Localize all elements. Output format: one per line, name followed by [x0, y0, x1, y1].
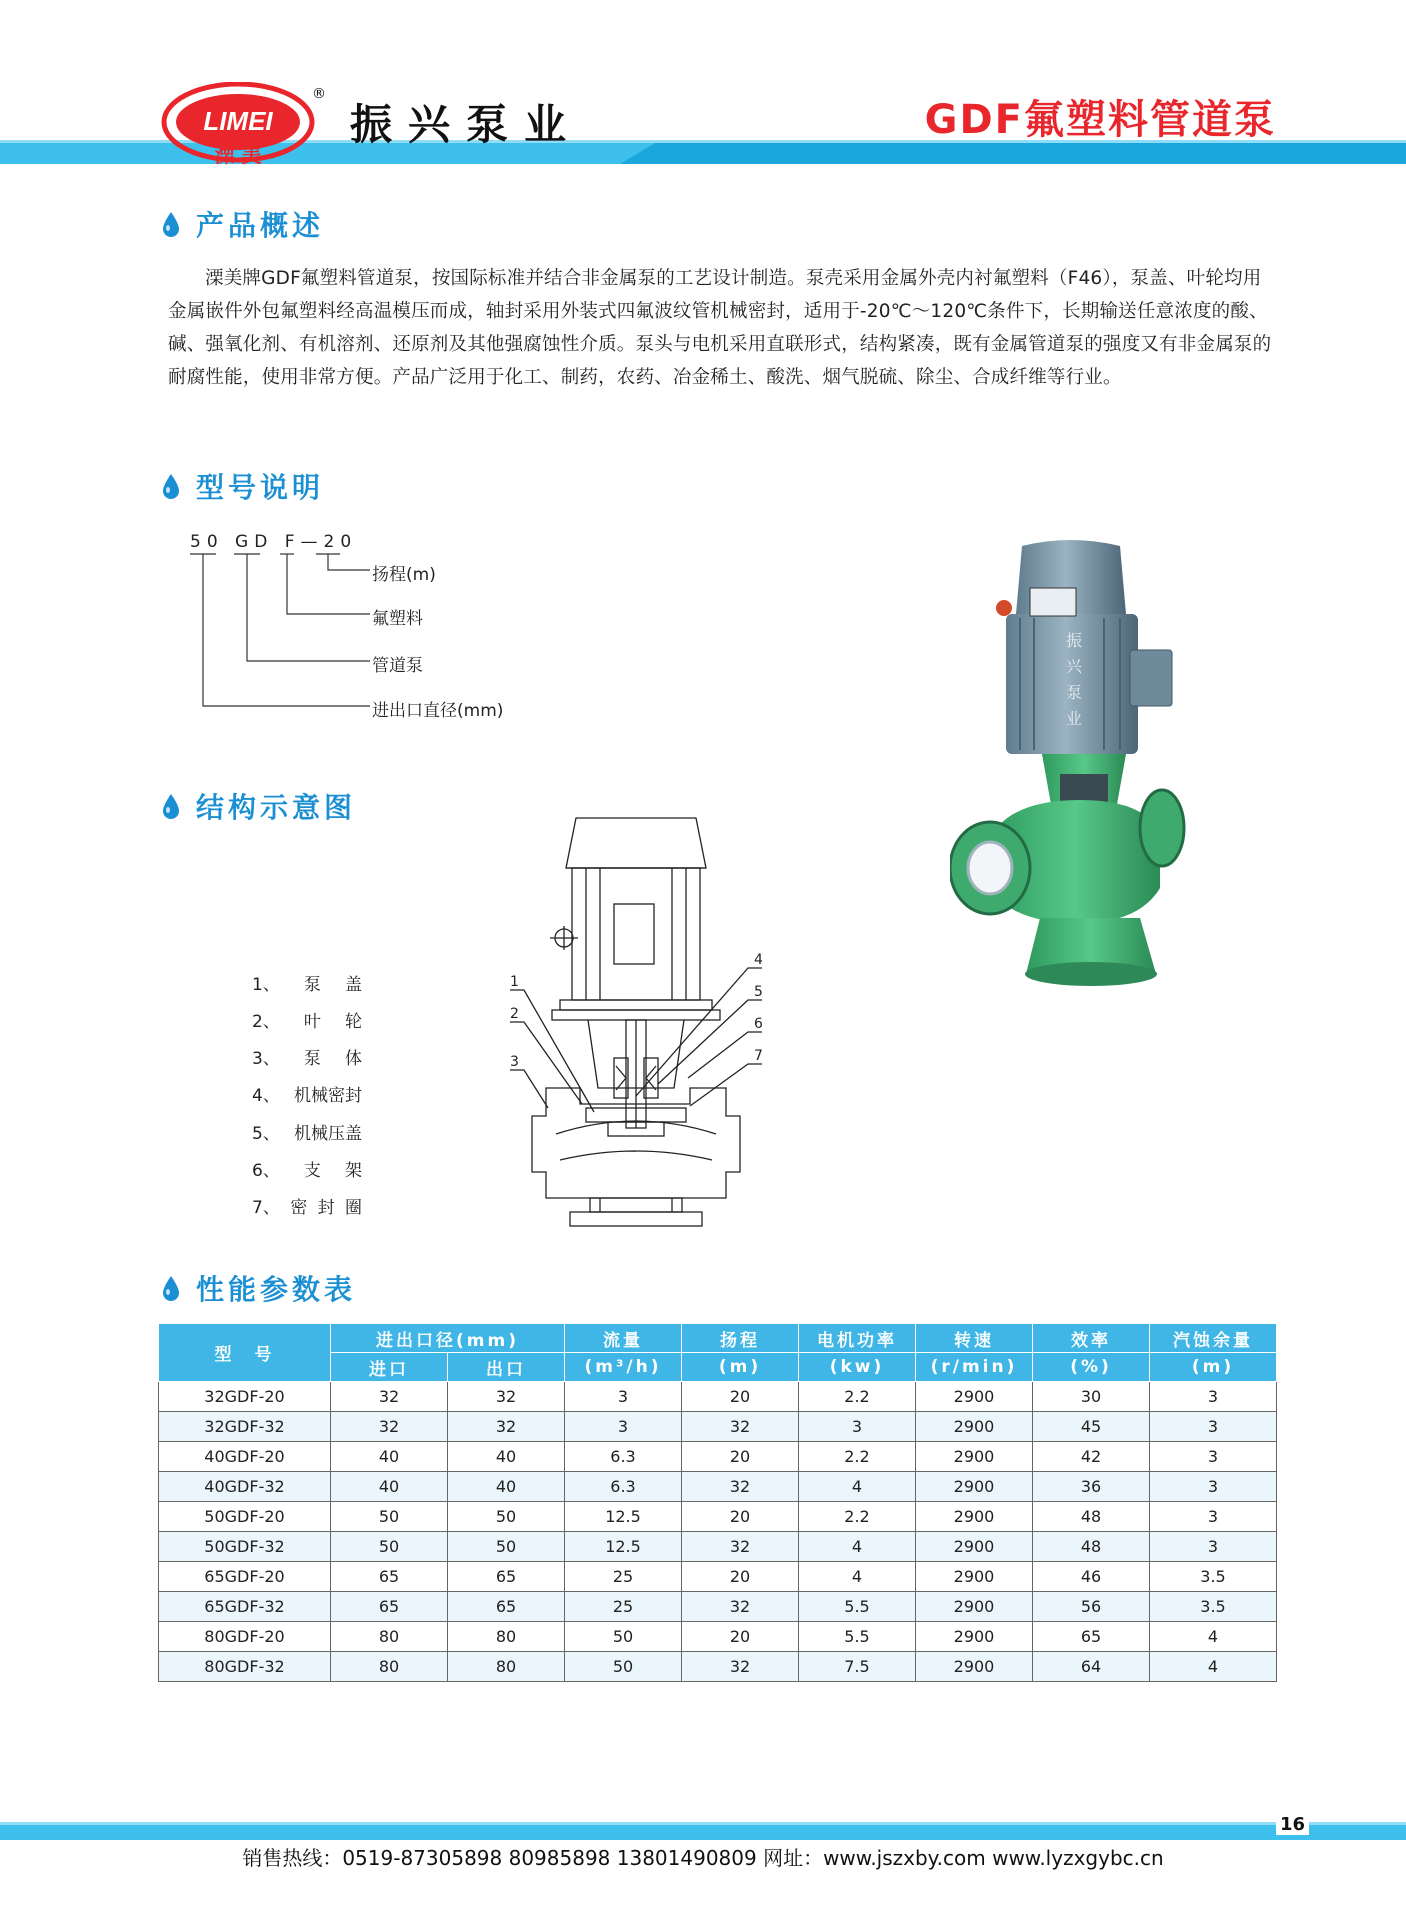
table-row: [159, 1592, 1277, 1622]
logo-cn-text: 溧 美: [214, 143, 262, 167]
table-cell: 2900: [916, 1412, 1033, 1442]
pump-photo: [950, 538, 1190, 990]
table-cell: 3: [799, 1412, 916, 1442]
part-number: 2、: [252, 1012, 280, 1032]
part-name-char: 密: [290, 1198, 308, 1218]
table-cell: 2900: [916, 1502, 1033, 1532]
model-label-type: 管道泵: [372, 656, 423, 676]
part-number: 7、: [252, 1198, 280, 1218]
performance-heading-text: 性能参数表: [196, 1273, 357, 1306]
table-cell: 2.2: [799, 1502, 916, 1532]
logo-en-text: LIMEI: [203, 106, 273, 136]
table-cell: 64: [1033, 1652, 1150, 1682]
col-flow-unit: (m³/h): [565, 1353, 682, 1382]
table-cell: 80: [331, 1652, 448, 1682]
table-cell: 5.5: [799, 1622, 916, 1652]
col-outlet: 出口: [448, 1353, 565, 1382]
col-inlet: 进口: [331, 1353, 448, 1382]
model-part-dash: —: [300, 532, 324, 552]
model-part-material: F: [284, 532, 301, 552]
table-cell: 65: [331, 1562, 448, 1592]
table-cell: 4: [1150, 1622, 1277, 1652]
table-cell: 40GDF-32: [159, 1472, 331, 1502]
overview-heading-text: 产品概述: [196, 209, 325, 242]
part-number: 3、: [252, 1049, 280, 1069]
callout-1: 1: [510, 974, 519, 990]
table-cell: 2900: [916, 1532, 1033, 1562]
table-cell: 46: [1033, 1562, 1150, 1592]
performance-heading: [160, 1268, 356, 1308]
page-number: 16: [1276, 1814, 1309, 1835]
part-item: [252, 1044, 362, 1069]
col-npsh: 汽蚀余量: [1150, 1324, 1277, 1353]
table-cell: 2.2: [799, 1382, 916, 1412]
table-cell: 50GDF-20: [159, 1502, 331, 1532]
part-name-char: 泵: [303, 1049, 321, 1069]
callout-6: 6: [754, 1016, 763, 1032]
table-row: [159, 1382, 1277, 1412]
droplet-icon: [160, 1274, 182, 1302]
part-name-char: 体: [344, 1049, 362, 1069]
col-power: 电机功率: [799, 1324, 916, 1353]
table-cell: 50: [448, 1532, 565, 1562]
table-cell: 80: [448, 1652, 565, 1682]
table-cell: 40: [448, 1472, 565, 1502]
col-flow: 流量: [565, 1324, 682, 1353]
table-cell: 80GDF-20: [159, 1622, 331, 1652]
table-cell: 2900: [916, 1622, 1033, 1652]
table-cell: 50: [565, 1652, 682, 1682]
part-name-char: 叶: [303, 1012, 321, 1032]
table-cell: 32: [682, 1592, 799, 1622]
table-cell: 50GDF-32: [159, 1532, 331, 1562]
table-cell: 80: [448, 1622, 565, 1652]
table-cell: 32: [682, 1412, 799, 1442]
table-cell: 32: [448, 1412, 565, 1442]
table-row: [159, 1442, 1277, 1472]
table-cell: 42: [1033, 1442, 1150, 1472]
table-cell: 3: [565, 1412, 682, 1442]
model-code: [190, 532, 357, 552]
table-cell: 3.5: [1150, 1562, 1277, 1592]
performance-table: [158, 1323, 1277, 1682]
col-head: 扬程: [682, 1324, 799, 1353]
table-row: [159, 1472, 1277, 1502]
table-cell: 12.5: [565, 1532, 682, 1562]
registered-mark: ®: [312, 86, 326, 102]
table-cell: 65: [448, 1592, 565, 1622]
table-cell: 32: [682, 1532, 799, 1562]
table-cell: 25: [565, 1562, 682, 1592]
droplet-icon: [160, 472, 182, 500]
callout-5: 5: [754, 984, 763, 1000]
table-cell: 80GDF-32: [159, 1652, 331, 1682]
table-cell: 65GDF-20: [159, 1562, 331, 1592]
col-speed-unit: (r/min): [916, 1353, 1033, 1382]
table-cell: 3: [1150, 1532, 1277, 1562]
motor-text-3: 泵: [1065, 683, 1083, 702]
table-row: [159, 1502, 1277, 1532]
part-item: [252, 1081, 362, 1106]
structure-heading: [160, 786, 356, 826]
model-heading: [160, 466, 324, 506]
table-cell: 65: [448, 1562, 565, 1592]
table-cell: 2900: [916, 1382, 1033, 1412]
model-heading-text: 型号说明: [196, 471, 325, 504]
part-name-char: 泵: [303, 975, 321, 995]
part-name-char: 轮: [344, 1012, 362, 1032]
table-cell: 12.5: [565, 1502, 682, 1532]
callout-7: 7: [754, 1048, 763, 1064]
col-head-unit: (m): [682, 1353, 799, 1382]
model-diagram-lines: [190, 530, 390, 720]
table-row: [159, 1412, 1277, 1442]
table-cell: 40: [331, 1442, 448, 1472]
table-cell: 6.3: [565, 1472, 682, 1502]
table-cell: 7.5: [799, 1652, 916, 1682]
part-name-char: 机械密封: [294, 1086, 362, 1106]
table-cell: 3: [1150, 1472, 1277, 1502]
table-cell: 2900: [916, 1472, 1033, 1502]
table-cell: 65: [331, 1592, 448, 1622]
table-cell: 40: [448, 1442, 565, 1472]
callout-4: 4: [754, 952, 763, 968]
table-cell: 3: [1150, 1412, 1277, 1442]
col-power-unit: (kw): [799, 1353, 916, 1382]
table-cell: 45: [1033, 1412, 1150, 1442]
table-cell: 65: [1033, 1622, 1150, 1652]
table-cell: 3: [565, 1382, 682, 1412]
model-label-head: 扬程(m): [372, 565, 436, 585]
part-item: [252, 1156, 362, 1181]
table-cell: 32: [331, 1412, 448, 1442]
col-speed: 转速: [916, 1324, 1033, 1353]
part-name-char: 圈: [345, 1198, 362, 1218]
table-cell: 32: [682, 1472, 799, 1502]
table-cell: 48: [1033, 1532, 1150, 1562]
table-cell: 56: [1033, 1592, 1150, 1622]
table-cell: 5.5: [799, 1592, 916, 1622]
table-cell: 40GDF-20: [159, 1442, 331, 1472]
table-cell: 48: [1033, 1502, 1150, 1532]
table-row: [159, 1652, 1277, 1682]
part-item: [252, 1007, 362, 1032]
col-npsh-unit: (m): [1150, 1353, 1277, 1382]
table-cell: 4: [799, 1472, 916, 1502]
col-model: 型 号: [159, 1324, 331, 1382]
table-cell: 50: [331, 1532, 448, 1562]
table-cell: 32: [331, 1382, 448, 1412]
footer-band: [0, 1822, 1406, 1840]
table-cell: 20: [682, 1622, 799, 1652]
droplet-icon: [160, 210, 182, 238]
table-cell: 30: [1033, 1382, 1150, 1412]
structure-diagram: [490, 808, 790, 1228]
table-cell: 20: [682, 1502, 799, 1532]
table-cell: 32GDF-32: [159, 1412, 331, 1442]
table-cell: 2900: [916, 1652, 1033, 1682]
part-item: [252, 1119, 362, 1144]
table-cell: 3.5: [1150, 1592, 1277, 1622]
col-eff-unit: (%): [1033, 1353, 1150, 1382]
model-part-diameter: 50: [190, 532, 224, 552]
motor-text-2: 兴: [1065, 657, 1083, 676]
model-part-type: GD: [235, 532, 274, 552]
table-cell: 50: [448, 1502, 565, 1532]
part-number: 6、: [252, 1161, 280, 1181]
part-name-char: 架: [344, 1161, 362, 1181]
table-cell: 32GDF-20: [159, 1382, 331, 1412]
motor-text-4: 业: [1065, 709, 1083, 728]
table-cell: 2900: [916, 1592, 1033, 1622]
part-name-char: 封: [317, 1198, 335, 1218]
part-name-char: 盖: [344, 975, 362, 995]
table-row: [159, 1562, 1277, 1592]
overview-paragraph: 溧美牌GDF氟塑料管道泵，按国际标准并结合非金属泵的工艺设计制造。泵壳采用金属外壳内衬氟塑料（F46），泵盖、叶轮均用金属嵌件外包氟塑料经高温模压而成，轴封采用外装式四氟波纹管机械密封，适用于-20℃～120℃条件下，长期输送任意浓度的酸、碱、强氧化剂、有机溶剂、还原剂及其他强腐蚀性介质。泵头与电机采用直联形式，结构紧凑，既有金属管道泵的强度又有非金属泵的耐腐性能，使用非常方便。产品广泛用于化工、制药，农药、冶金稀土、酸洗、烟气脱硫、除尘、合成纤维等行业。: [168, 268, 1272, 388]
table-cell: 25: [565, 1592, 682, 1622]
table-cell: 50: [331, 1502, 448, 1532]
table-row: [159, 1622, 1277, 1652]
table-cell: 3: [1150, 1442, 1277, 1472]
overview-heading: [160, 204, 324, 244]
table-cell: 2.2: [799, 1442, 916, 1472]
col-diameter: 进出口径(mm): [331, 1324, 565, 1353]
table-cell: 4: [799, 1562, 916, 1592]
table-cell: 50: [565, 1622, 682, 1652]
table-cell: 3: [1150, 1382, 1277, 1412]
part-name-char: 机械压盖: [294, 1124, 362, 1144]
table-cell: 20: [682, 1442, 799, 1472]
part-number: 1、: [252, 975, 280, 995]
table-cell: 40: [331, 1472, 448, 1502]
table-row: [159, 1532, 1277, 1562]
table-cell: 3: [1150, 1502, 1277, 1532]
callout-2: 2: [510, 1006, 519, 1022]
table-cell: 4: [1150, 1652, 1277, 1682]
part-number: 5、: [252, 1124, 280, 1144]
part-item: [252, 1193, 362, 1218]
table-cell: 65GDF-32: [159, 1592, 331, 1622]
table-cell: 32: [448, 1382, 565, 1412]
brand-logo: [158, 82, 328, 167]
callout-3: 3: [510, 1054, 519, 1070]
table-cell: 2900: [916, 1442, 1033, 1472]
table-cell: 4: [799, 1532, 916, 1562]
part-item: [252, 970, 362, 995]
structure-heading-text: 结构示意图: [196, 791, 357, 824]
model-label-diameter: 进出口直径(mm): [372, 701, 504, 721]
table-cell: 20: [682, 1382, 799, 1412]
part-name-char: 支: [303, 1161, 321, 1181]
part-number: 4、: [252, 1086, 280, 1106]
col-eff: 效率: [1033, 1324, 1150, 1353]
table-cell: 2900: [916, 1562, 1033, 1592]
model-label-material: 氟塑料: [372, 609, 423, 629]
model-part-head: 20: [323, 532, 358, 552]
table-cell: 36: [1033, 1472, 1150, 1502]
motor-text-1: 振: [1065, 631, 1083, 650]
product-title: GDF氟塑料管道泵: [924, 97, 1276, 143]
table-cell: 80: [331, 1622, 448, 1652]
table-cell: 32: [682, 1652, 799, 1682]
brand-name: 振兴泵业: [350, 100, 583, 149]
table-cell: 6.3: [565, 1442, 682, 1472]
footer-contact: 销售热线：0519-87305898 80985898 13801490809 网址：www.jszxby.com www.lyzxgybc.cn: [242, 1846, 1164, 1870]
table-cell: 20: [682, 1562, 799, 1592]
droplet-icon: [160, 792, 182, 820]
